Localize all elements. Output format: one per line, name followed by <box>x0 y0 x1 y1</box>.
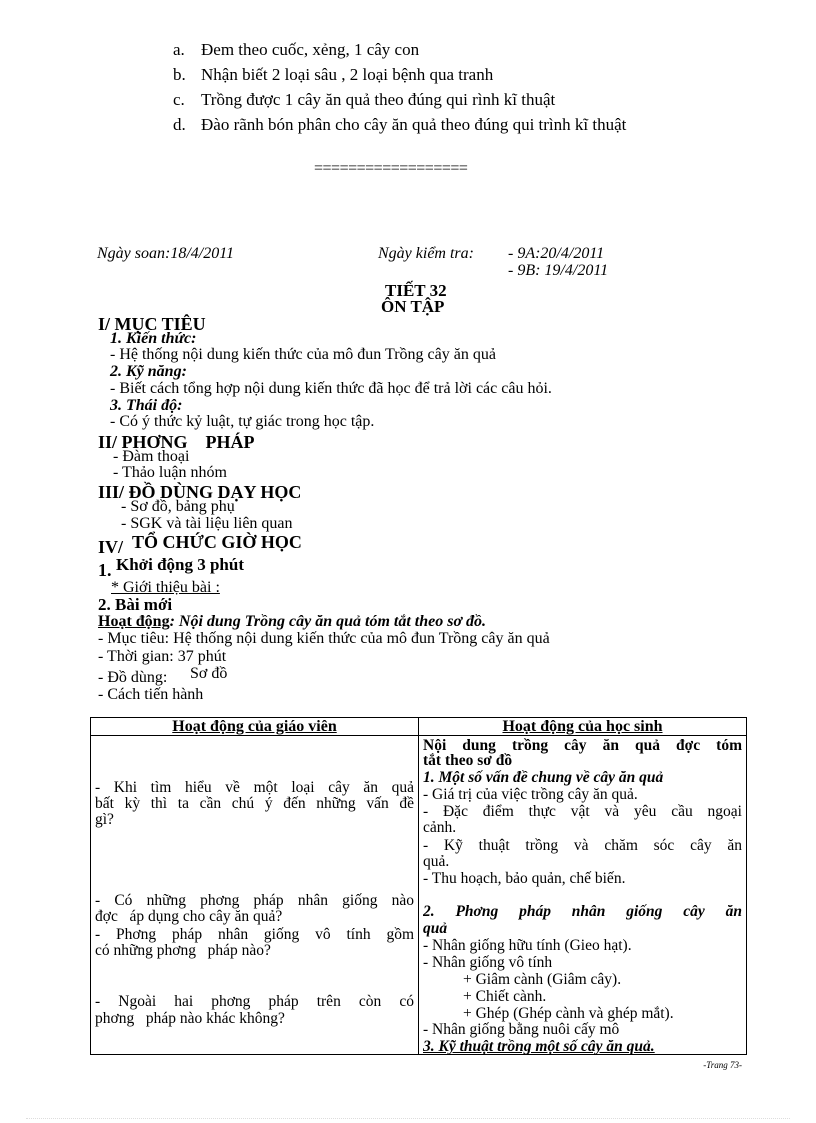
option-a <box>173 40 419 60</box>
student-line: 1. Một số vấn đề chung về cây ăn quả <box>423 769 664 786</box>
teacher-line: - Có những phơng pháp nhân giống nào <box>95 892 414 909</box>
student-column-header: Hoạt động của học sinh <box>419 718 747 736</box>
option-letter: d. <box>173 115 186 134</box>
student-line: tắt theo sơ đồ <box>423 752 513 769</box>
separator: ================== <box>314 160 468 177</box>
student-cell <box>419 736 747 1055</box>
section-to-chuc-prefix: IV/ <box>98 537 124 557</box>
gioi-thieu-bai: * Giới thiệu bài : <box>111 579 220 596</box>
date-kiemtra-9a: - 9A:20/4/2011 <box>508 245 605 262</box>
student-line: 2. Phơng pháp nhân giống cây ăn <box>423 903 742 920</box>
bai-moi-heading: 2. Bài mới <box>98 595 173 614</box>
student-line: cảnh. <box>423 819 457 836</box>
lesson-number: TIẾT 32 <box>385 281 447 300</box>
student-line: + Ghép (Ghép cành và ghép mắt). <box>463 1005 674 1022</box>
student-line: + Giâm cành (Giâm cây). <box>463 971 622 988</box>
student-line: + Chiết cành. <box>463 988 547 1005</box>
teacher-line: bất kỳ thì ta cần chú ý đến những vấn đề <box>95 795 414 812</box>
teacher-line: gì? <box>95 811 114 828</box>
lesson-title: ÔN TẬP <box>381 297 445 316</box>
section-to-chuc: TỔ CHỨC GIỜ HỌC <box>132 532 302 552</box>
table-header-row <box>91 718 747 736</box>
section-do-dung: III/ ĐỒ DÙNG DẠY HỌC <box>98 482 302 502</box>
do-dung-item: - SGK và tài liệu liên quan <box>121 515 293 532</box>
option-c <box>173 90 555 110</box>
option-letter: a. <box>173 40 185 59</box>
hoat-dong-text: : Nội dung Trồng cây ăn quả tóm tắt theo sơ đồ. <box>169 613 487 630</box>
student-line: - Nhân giống hữu tính (Gieo hạt). <box>423 937 632 954</box>
student-line: - Thu hoạch, bảo quản, chế biến. <box>423 870 626 887</box>
teacher-cell <box>91 736 419 1055</box>
khoi-dong-number: 1. <box>98 560 112 580</box>
table-row <box>91 736 747 1055</box>
student-line: Nội dung trồng cây ăn quả đợc tóm <box>423 737 742 754</box>
page-number: -Trang 73- <box>703 1060 742 1070</box>
ky-nang-text: - Biết cách tổng hợp nội dung kiến thức đã học để trả lời các câu hỏi. <box>110 380 552 397</box>
kien-thuc-heading: 1. Kiến thức: <box>110 330 197 347</box>
option-d <box>173 115 626 135</box>
teacher-line: - Phơng pháp nhân giống vô tính gồm <box>95 926 414 943</box>
thoi-gian-line: - Thời gian: 37 phút <box>98 648 227 665</box>
option-text: Đào rãnh bón phân cho cây ăn quả theo đúng qui trình kĩ thuật <box>201 115 627 134</box>
teacher-line: - Khi tìm hiểu về một loại cây ăn quả <box>95 779 414 796</box>
section-muc-tieu: I/ MỤC TIÊU <box>98 314 206 334</box>
teacher-line: đợc áp dụng cho cây ăn quả? <box>95 908 283 925</box>
section-phuong-phap: II/ PHƠNG PHÁP <box>98 432 255 452</box>
cach-tien-hanh: - Cách tiến hành <box>98 686 204 703</box>
page-bottom-rule <box>26 1118 790 1119</box>
student-line: - Đặc điểm thực vật và yêu cầu ngoại <box>423 803 742 820</box>
student-line: - Nhân giống bằng nuôi cấy mô <box>423 1021 620 1038</box>
muc-tieu-line: - Mục tiêu: Hệ thống nội dung kiến thức của mô đun Trồng cây ăn quả <box>98 630 550 647</box>
date-soan: Ngày soan:18/4/2011 <box>97 245 235 262</box>
option-text: Đem theo cuốc, xẻng, 1 cây con <box>201 40 420 59</box>
teacher-column-header: Hoạt động của giáo viên <box>91 718 419 736</box>
thai-do-heading: 3. Thái độ: <box>110 397 183 414</box>
hoat-dong-label: Hoạt động <box>98 613 170 630</box>
phuong-phap-item: - Đàm thoại <box>113 448 190 465</box>
student-line: - Giá trị của việc trồng cây ăn quả. <box>423 786 638 803</box>
student-line: - Nhân giống vô tính <box>423 954 553 971</box>
khoi-dong-heading: Khởi động 3 phút <box>116 555 244 574</box>
thai-do-text: - Có ý thức kỷ luật, tự giác trong học tập. <box>110 413 375 430</box>
kien-thuc-text: - Hệ thống nội dung kiến thức của mô đun Trồng cây ăn quả <box>110 346 496 363</box>
ky-nang-heading: 2. Kỹ năng: <box>110 363 187 380</box>
option-text: Nhận biết 2 loại sâu , 2 loại bệnh qua tranh <box>201 65 494 84</box>
option-b <box>173 65 493 85</box>
option-letter: c. <box>173 90 185 109</box>
teacher-line: - Ngoài hai phơng pháp trên còn có <box>95 993 414 1010</box>
phuong-phap-item: - Thảo luận nhóm <box>113 464 227 481</box>
student-line: 3. Kỹ thuật trồng một số cây ăn quả. <box>423 1038 655 1054</box>
teacher-line: phơng pháp nào khác không? <box>95 1010 285 1027</box>
date-kiemtra-label: Ngày kiểm tra: <box>378 245 474 262</box>
student-line: quả. <box>423 853 450 870</box>
option-text: Trồng được 1 cây ăn quả theo đúng qui rình kĩ thuật <box>201 90 556 109</box>
student-line: - Kỹ thuật trồng và chăm sóc cây ăn <box>423 837 742 854</box>
do-dung-label: - Đồ dùng: <box>98 669 168 686</box>
do-dung-item: - Sơ đồ, bảng phụ <box>121 498 235 515</box>
do-dung-value: Sơ đồ <box>190 665 228 682</box>
teacher-line: có những phơng pháp nào? <box>95 942 271 959</box>
activity-table <box>90 717 747 1055</box>
hoat-dong-line <box>98 613 486 630</box>
option-letter: b. <box>173 65 186 84</box>
student-line: quả <box>423 920 448 937</box>
date-kiemtra-9b: - 9B: 19/4/2011 <box>508 262 609 279</box>
